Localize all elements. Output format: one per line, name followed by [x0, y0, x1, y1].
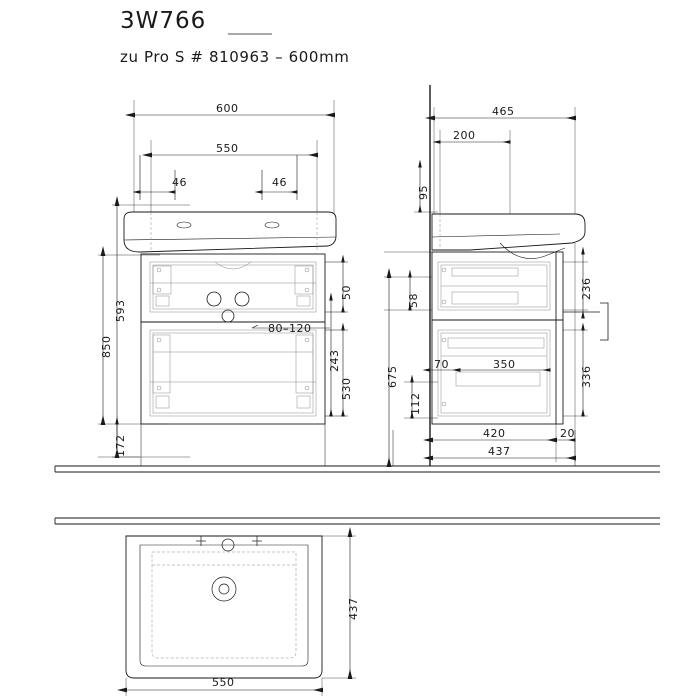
dim-front-drawer-upper: 50 [340, 285, 353, 300]
dim-side-drawer-upper-height: 236 [580, 277, 593, 300]
dim-side-depth-total: 437 [488, 445, 511, 458]
dim-front-offset-left: 46 [172, 176, 187, 189]
dim-front-width-overall: 600 [216, 102, 239, 115]
dim-side-rail-left: 70 [434, 358, 449, 371]
dim-side-height-cabinet: 675 [386, 365, 399, 388]
page-title: 3W766 [120, 8, 207, 34]
dim-front-offset-right: 46 [272, 176, 287, 189]
front-view [55, 100, 660, 472]
dim-front-height-total: 850 [100, 335, 113, 358]
page-subtitle: zu Pro S # 810963 – 600mm [120, 48, 350, 66]
dim-side-drawer-top-offset: 58 [407, 293, 420, 308]
dim-side-top-gap: 95 [417, 185, 430, 200]
dim-front-cabinet-group: 593 [114, 299, 127, 322]
dim-side-drawer-lower-height: 336 [580, 365, 593, 388]
dim-top-depth: 437 [347, 597, 360, 620]
dim-front-basin-width: 550 [216, 142, 239, 155]
dim-front-drawer-lower: 530 [340, 377, 353, 400]
dim-side-rail-offset: 112 [409, 392, 422, 415]
dim-side-depth-inner: 200 [453, 129, 476, 142]
dim-side-rail-length: 350 [493, 358, 516, 371]
dim-side-front-offset: 20 [560, 427, 575, 440]
dim-side-depth-overall: 465 [492, 105, 515, 118]
dim-top-width: 550 [212, 676, 235, 689]
dim-side-body-depth: 420 [483, 427, 506, 440]
dim-front-floor-gap: 172 [114, 434, 127, 457]
dim-front-handle-range: 80–120 [268, 322, 312, 335]
dim-front-drawer-middle: 243 [328, 349, 341, 372]
